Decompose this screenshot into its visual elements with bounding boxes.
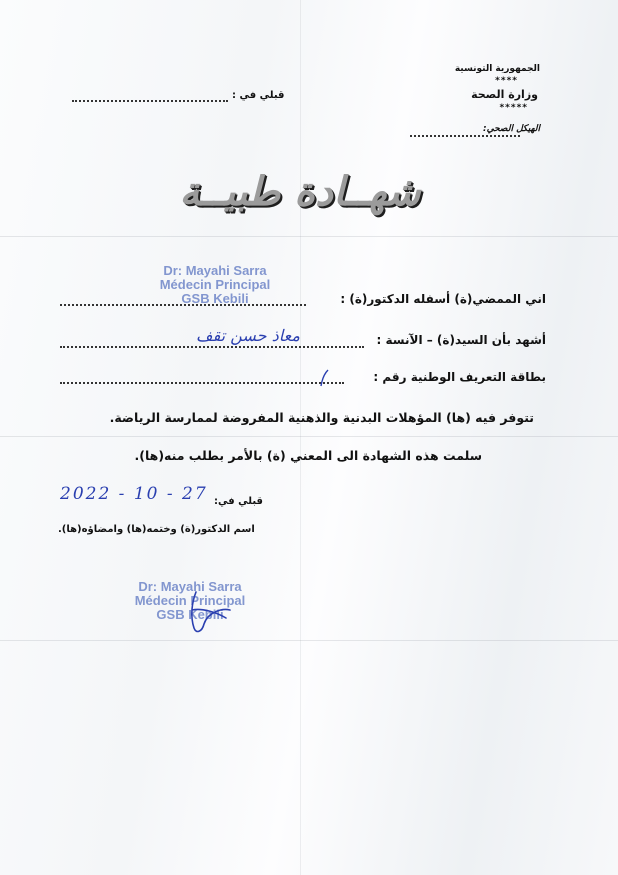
doctor-field <box>60 304 306 306</box>
header-stars: ***** <box>499 103 528 113</box>
pen-mark <box>318 368 332 388</box>
patient-name-field <box>60 346 364 348</box>
health-structure-label: الهيكل الصحي: <box>483 124 540 134</box>
paper-fold <box>300 0 301 875</box>
national-id-field <box>60 382 344 384</box>
header-stars: **** <box>495 76 518 86</box>
stamp-line: Médecin Principal <box>159 277 271 292</box>
issued-statement: سلمت هذه الشهادة الى المعني (ة) بالأمر بطلب منه(ها). <box>134 448 482 463</box>
stamp-line: Médecin Principal <box>134 593 246 608</box>
stamp-line: Dr: Mayahi Sarra <box>163 263 267 278</box>
paper-fold <box>0 236 618 237</box>
stamp-line: GSB Kebili <box>156 607 224 622</box>
national-id-label: بطاقة التعريف الوطنية رقم : <box>373 370 546 384</box>
health-structure-field <box>410 135 520 137</box>
date-label: قبلي في: <box>214 496 263 507</box>
header-republic: الجمهورية التونسية <box>454 64 540 74</box>
paper-fold <box>0 640 618 641</box>
header-ministry: وزارة الصحة <box>471 88 538 101</box>
qibli-fi-label: قبلي في : <box>232 90 285 101</box>
stamp-line: Dr: Mayahi Sarra <box>138 579 242 594</box>
paper-fold <box>0 436 618 437</box>
patient-name-handwritten: معاذ حسن تقف <box>196 326 300 345</box>
doctor-stamp <box>150 264 280 306</box>
doctor-signature <box>182 588 234 638</box>
page-title: شهــادة طبيــة <box>179 168 421 215</box>
fitness-statement: تتوفر فيه (ها) المؤهلات البدنية والذهنية المفروضة لممارسة الرياضة. <box>109 410 534 425</box>
qibli-fi-field <box>72 100 228 102</box>
signature-label: اسم الدكتور(ة) وختمه(ها) وامضاؤه(ها). <box>58 524 255 535</box>
date-handwritten: 2022 - 10 - 27 <box>60 484 208 504</box>
doctor-label: اني الممضي(ة) أسفله الدكتور(ة) : <box>340 292 546 306</box>
certify-label: أشهد بأن السيد(ة) – الآنسة : <box>376 333 546 347</box>
stamp-line: GSB Kebili <box>181 291 249 306</box>
